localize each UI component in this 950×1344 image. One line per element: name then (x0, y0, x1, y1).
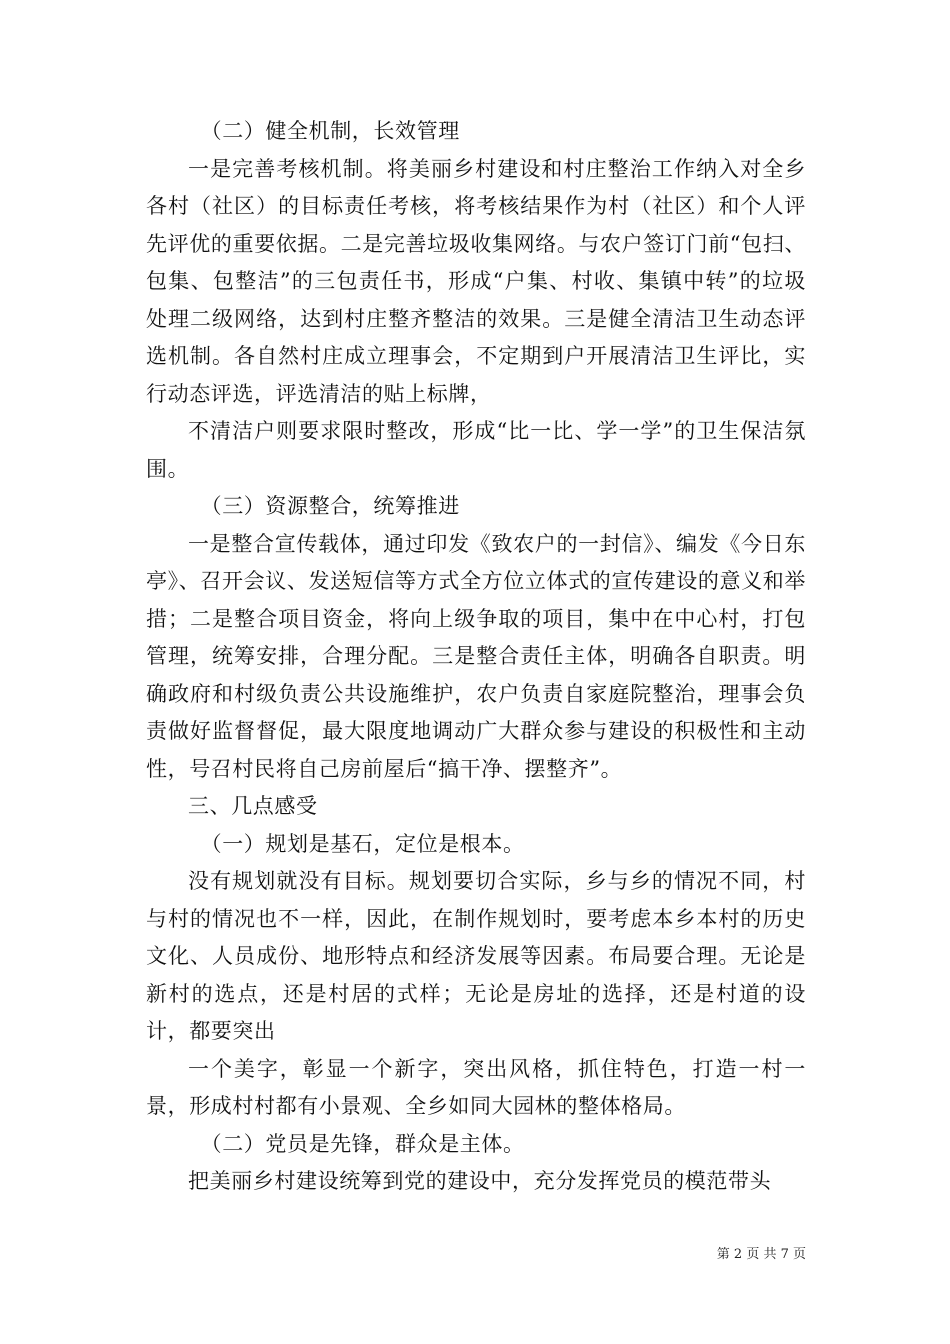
paragraph: 不清洁户则要求限时整改，形成“比一比、学一学”的卫生保洁氛围。 (146, 419, 806, 481)
section-heading: （三）资源整合，统筹推进 (200, 494, 460, 518)
section-heading: （二）党员是先锋，群众是主体。 (200, 1131, 525, 1156)
paragraph: 没有规划就没有目标。规划要切合实际，乡与乡的情况不同，村与村的情况也不一样，因此，在制作规划时，要考虑本乡本村的历史文化、人员成份、地形特点和经济发展等因素。布局要合理。无论是新村的选点，还是村居的式样；无论是房址的选择，还是村道的设计，都要突出 (146, 869, 806, 1043)
section-heading: （一）规划是基石，定位是根本。 (200, 831, 525, 856)
page-number: 第 2 页 共 7 页 (716, 1247, 806, 1262)
paragraph: 一是完善考核机制。将美丽乡村建设和村庄整治工作纳入对全乡各村（社区）的目标责任考核，将考核结果作为村（社区）和个人评先评优的重要依据。二是完善垃圾收集网络。与农户签订门前“包扫、包集、包整洁”的三包责任书，形成“户集、村收、集镇中转”的垃圾处理二级网络，达到村庄整齐整洁的效果。三是健全清洁卫生动态评选机制。各自然村庄成立理事会，不定期到户开展清洁卫生评比，实行动态评选，评选清洁的贴上标牌， (146, 156, 806, 406)
paragraph: 把美丽乡村建设统筹到党的建设中，充分发挥党员的模范带头 (188, 1169, 772, 1193)
paragraph: 一个美字，彰显一个新字，突出风格，抓住特色，打造一村一景，形成村村都有小景观、全乡如同大园林的整体格局。 (146, 1056, 806, 1118)
section-heading: （二）健全机制，长效管理 (200, 119, 460, 143)
paragraph: 一是整合宣传载体，通过印发《致农户的一封信》、编发《今日东亭》、召开会议、发送短信等方式全方位立体式的宣传建设的意义和举措；二是整合项目资金，将向上级争取的项目，集中在中心村，打包管理，统筹安排，合理分配。三是整合责任主体，明确各自职责。明确政府和村级负责公共设施维护，农户负责自家庭院整治，理事会负责做好监督督促，最大限度地调动广大群众参与建设的积极性和主动性，号召村民将自己房前屋后“搞干净、摆整齐”。 (146, 531, 806, 781)
document-body (146, 113, 806, 1201)
section-heading: 三、几点感受 (188, 794, 318, 818)
